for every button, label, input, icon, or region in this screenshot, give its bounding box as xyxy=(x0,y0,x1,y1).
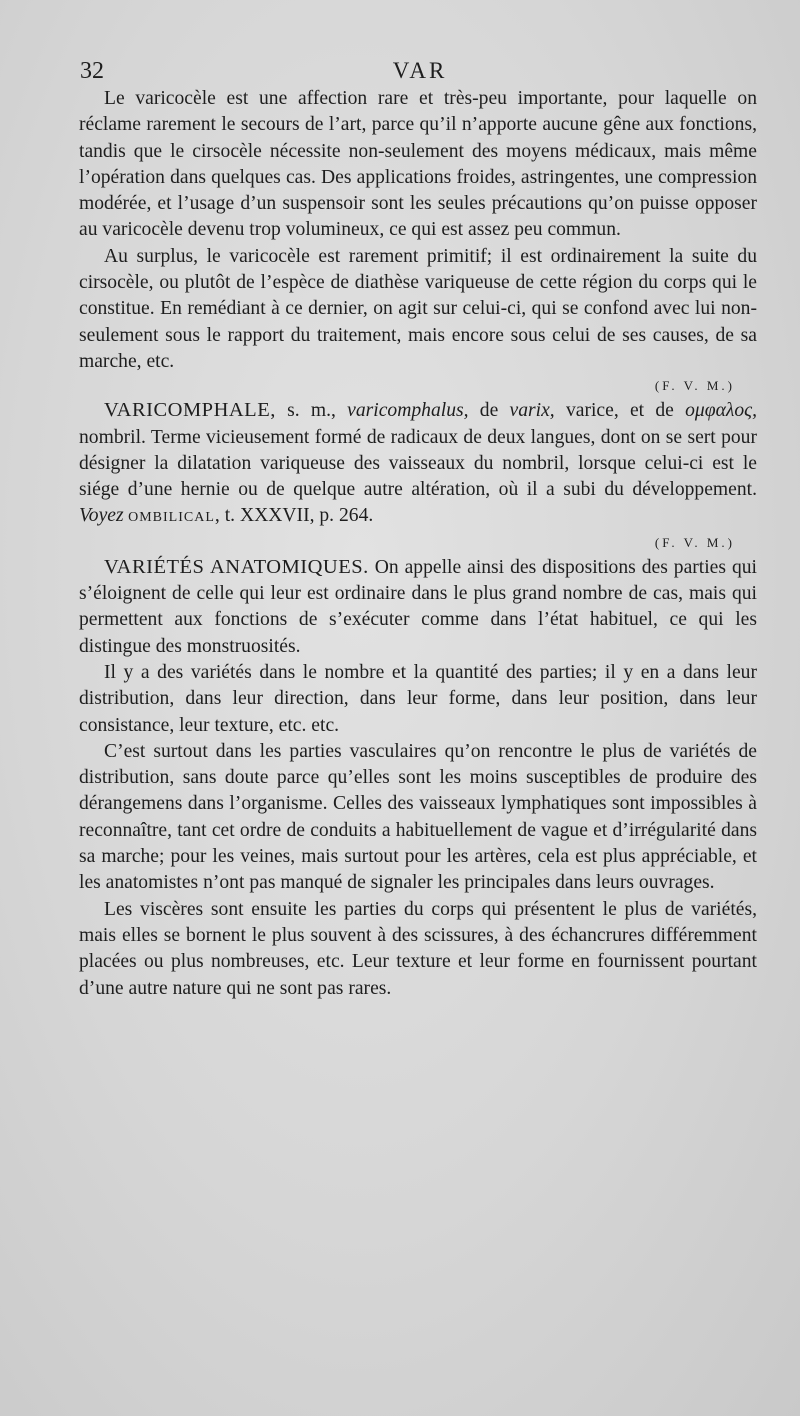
running-head: VAR xyxy=(392,58,448,83)
latin-term: varicomphalus, xyxy=(347,400,469,422)
entry-text: varice, et de xyxy=(554,400,686,422)
entry-text: On appelle ainsi des dispositions des parties qui s’éloignent de celle qui leur est ordinaire dans le plus grand nombre de cas, mais qui permettent aux fonctions de s’exécuter comme dans l’état habituel, ce qui les distingue des monstruosités. xyxy=(79,556,757,657)
paragraph-surplus: Au surplus, le varicocèle est rarement primitif; il est ordinairement la suite du cirsocèle, ou plutôt de l’espèce de diathèse variqueuse de cette région du corps qui le constitue. En remédiant à ce dernier, on agit sur celui-ci, qui se confond avec lui non-seulement sous le rapport du traitement, mais encore sous celui de ses causes, de sa marche, etc. xyxy=(79,245,757,372)
page-body xyxy=(79,86,757,1002)
cross-reference-voyez: Voyez xyxy=(79,505,124,527)
entry-varietes-anatomiques xyxy=(79,554,757,660)
entry-headword: VARICOMPHALE, xyxy=(104,399,276,422)
entry-text: de xyxy=(468,400,510,422)
paragraph-visceres: Les viscères sont ensuite les parties du corps qui présentent le plus de variétés, mais elles se bornent le plus souvent à des scissures, à des échancrures différemment placées ou plus nombreuses, etc. Leur texture et leur forme en fournissent pourtant d’une autre nature qui ne sont pas rares. xyxy=(79,898,757,999)
entry-varicomphale xyxy=(79,397,757,531)
latin-root: varix, xyxy=(509,400,555,422)
entry-text: s. m., xyxy=(275,400,348,422)
paragraph-varietes-nombre: Il y a des variétés dans le nombre et la quantité des parties; il y en a dans leur distribution, dans leur direction, dans leur forme, dans leur position, dans leur consistance, leur texture, etc. etc. xyxy=(79,661,757,736)
paragraph-varicocele: Le varicocèle est une affection rare et très-peu importante, pour laquelle on réclame rarement le secours de l’art, parce qu’il n’apporte aucune gêne aux fonctions, tandis que le cirsocèle nécessite non-seulement des moyens médicaux, mais même l’opération dans quelques cas. Des applications froides, astringentes, une compression modérée, et l’usage d’un suspensoir sont les seules précautions qu’on puisse opposer au varicocèle devenu trop volumineux, ce qui est assez peu commun. xyxy=(79,88,757,241)
page-number: 32 xyxy=(80,58,104,84)
entry-text: , t. XXXVII, p. 264. xyxy=(214,505,374,527)
page-header xyxy=(80,58,760,88)
entry-text: nombril. Terme vicieusement formé de radicaux de deux langues, dont on se sert pour désigner la dilatation variqueuse des vaisseaux du nombril, lorsque celui-ci est le siége d’une hernie ou de quelque autre altération, où il a subi du développement. xyxy=(79,426,757,501)
entry-headword: VARIÉTÉS ANATOMIQUES. xyxy=(104,555,369,578)
cross-reference-target: OMBILICAL xyxy=(123,510,215,526)
paragraph-parties-vasculaires: C’est surtout dans les parties vasculaires qu’on rencontre le plus de variétés de distribution, sans doute parce qu’elles sont les moins susceptibles de produire des dérangemens dans l’organisme. Celles des vaisseaux lymphatiques sont impossibles à reconnaître, tant cet ordre de conduits a habituellement de vague et d’irrégularité dans sa marche; pour les veines, mais surtout pour les artères, cela est plus appréciable, et les anatomistes n’ont pas manqué de signaler les principales dans leurs ouvrages. xyxy=(79,740,757,894)
greek-root: ομφαλος, xyxy=(685,400,757,422)
author-signature: (F. V. M.) xyxy=(654,378,735,394)
author-signature: (F. V. M.) xyxy=(654,534,735,550)
